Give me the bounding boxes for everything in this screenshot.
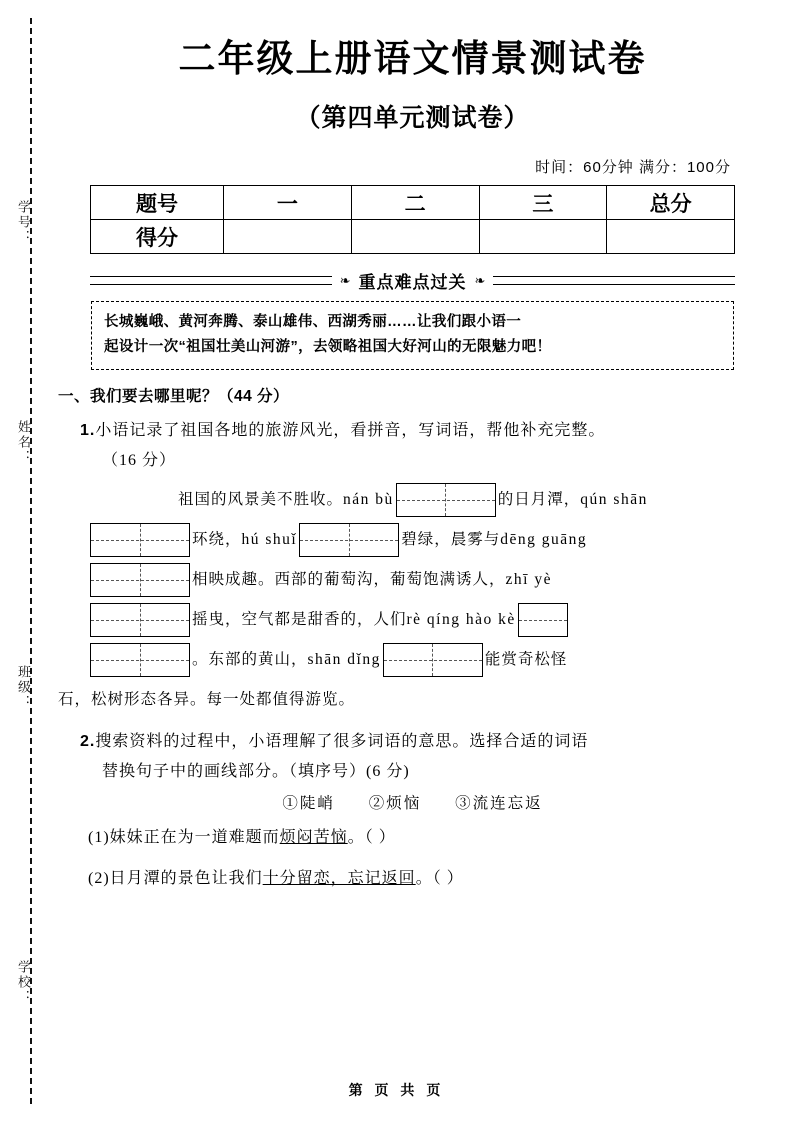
banner-rule-right (493, 276, 735, 285)
q1-row-1-pinyin-1: nán bù (343, 490, 394, 508)
score-table-cell-3: 三 (479, 186, 607, 220)
q1-row-1-pinyin-2: qún shān (580, 490, 648, 508)
option-3[interactable]: ③流连忘返 (455, 795, 543, 813)
score-input-cell-3[interactable] (479, 220, 607, 254)
q1-row-4 (58, 603, 767, 637)
banner-rule-left (90, 276, 332, 285)
option-2[interactable]: ②烦恼 (368, 795, 422, 813)
side-label-group (8, 0, 30, 1122)
section-banner (90, 268, 735, 293)
q1-row-3-pre: 相映成趣。西部的葡萄沟，葡萄饱满诱人， (192, 570, 506, 588)
intro-line-2: 起设计一次“祖国壮美山河游”，去领略祖国大好河山的无限魅力吧！ (104, 339, 552, 356)
question-1-number: 1. (80, 421, 96, 439)
score-table-cell-1: 一 (224, 186, 352, 220)
score-input-cell-1[interactable] (224, 220, 352, 254)
q1-row-2-pinyin-1: hú shuǐ (241, 530, 298, 548)
question-1-score: （16 分） (102, 452, 177, 470)
q1-row-2-post: 碧绿，晨雾与 (401, 530, 501, 548)
binding-dashed-line (30, 18, 32, 1104)
q1-row-3-pinyin-2: zhī yè (505, 570, 552, 588)
side-label-school: 学校： (16, 960, 31, 1005)
option-1[interactable]: ①陡峭 (282, 795, 335, 813)
table-row (91, 220, 735, 254)
side-label-name: 姓名： (16, 420, 31, 465)
score-input-cell-total[interactable] (607, 220, 735, 254)
answer-box[interactable] (299, 523, 399, 557)
q1-row-1-post: 的日月潭， (497, 490, 581, 508)
q2-item-2-label: (2) (88, 869, 110, 887)
q1-row-5 (58, 643, 767, 677)
section-one-heading: 一、我们要去哪里呢？（44 分） (58, 387, 290, 405)
side-label-student-id: 学号： (16, 200, 31, 245)
q1-row-5-pre: 。东部的黄山， (192, 650, 308, 668)
q1-row-1 (58, 483, 767, 517)
q1-row-1-pre: 祖国的风景美不胜收。 (178, 490, 344, 508)
score-table-cell-2: 二 (351, 186, 479, 220)
flower-right-icon: ❧ (474, 272, 486, 288)
exam-page (58, 0, 767, 1122)
question-2-item-1 (88, 823, 767, 853)
q2-item-1-label: (1) (88, 829, 110, 847)
q1-row-5-pinyin-1: shān dǐng (307, 650, 381, 668)
q1-row-6-text: 石，松树形态各异。每一处都值得游览。 (58, 690, 356, 708)
q1-row-6 (58, 683, 767, 717)
question-2 (80, 727, 767, 788)
answer-box[interactable] (90, 603, 190, 637)
question-2-number: 2. (80, 732, 96, 750)
intro-box (91, 301, 734, 370)
score-table-header-score: 得分 (91, 220, 224, 254)
q2-item-1-underlined: 烦闷苦恼 (279, 829, 348, 847)
q1-row-4-pinyin-1: rè qíng hào kè (406, 610, 516, 628)
side-label-class: 班级： (16, 665, 31, 710)
intro-line-1: 长城巍峨、黄河奔腾、泰山雄伟、西湖秀丽……让我们跟小语一 (104, 314, 522, 330)
answer-box[interactable] (90, 523, 190, 557)
q1-row-5-post: 能赏奇松怪 (484, 650, 568, 668)
q1-row-3 (58, 563, 767, 597)
question-2-line-2: 替换句子中的画线部分。（填序号）(6 分) (102, 762, 410, 780)
q1-row-4-pre: 摇曳，空气都是甜香的，人们 (192, 610, 407, 628)
q2-item-2-pre: 日月潭的景色让我们 (109, 869, 263, 887)
table-row (91, 186, 735, 220)
exam-meta: 时间：60分钟 满分：100分 (535, 159, 731, 176)
page-footer: 第 页 共 页 (348, 1082, 445, 1098)
q1-row-2-pre: 环绕， (192, 530, 242, 548)
question-1-text: 小语记录了祖国各地的旅游风光，看拼音，写词语，帮他补充完整。 (95, 421, 606, 439)
answer-box[interactable] (518, 603, 568, 637)
banner-title: 重点难点过关 (358, 273, 467, 292)
answer-box[interactable] (383, 643, 483, 677)
q2-item-2-underlined: 十分留恋，忘记返回 (262, 869, 416, 887)
answer-box[interactable] (396, 483, 496, 517)
question-2-line-1: 搜索资料的过程中，小语理解了很多词语的意思。选择合适的词语 (95, 732, 589, 750)
q2-item-1-pre: 妹妹正在为一道难题而 (109, 829, 280, 847)
score-table-header-cell: 题号 (91, 186, 224, 220)
q2-item-1-post[interactable]: 。（ ） (347, 829, 396, 847)
q1-row-2-pinyin-2: dēng guāng (500, 530, 588, 548)
question-2-item-2 (88, 864, 767, 894)
answer-box[interactable] (90, 563, 190, 597)
flower-left-icon: ❧ (339, 272, 351, 288)
question-2-options (58, 791, 767, 813)
q2-item-2-post[interactable]: 。（ ） (415, 869, 464, 887)
page-subtitle: （第四单元测试卷） (295, 104, 530, 132)
q1-row-2 (58, 523, 767, 557)
page-title: 二年级上册语文情景测试卷 (178, 38, 647, 79)
score-table-cell-total: 总分 (607, 186, 735, 220)
question-1 (80, 416, 767, 477)
score-table (90, 185, 735, 254)
score-input-cell-2[interactable] (351, 220, 479, 254)
answer-box[interactable] (90, 643, 190, 677)
